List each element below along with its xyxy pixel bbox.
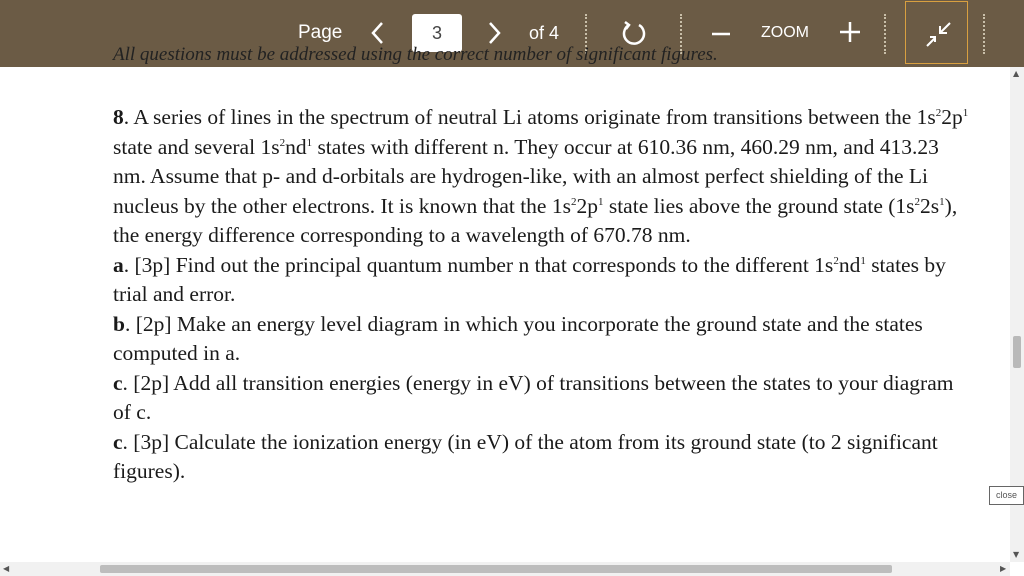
part-c2-text: . [3p] Calculate the ionization energy (in eV) of the atom from its ground state (to 2 significant figures). bbox=[113, 429, 938, 483]
question-text: states with different n. They occur at 610.36 nm, 460.29 nm, and 413.23 nm. Assume that p- and d-orbitals are hydrogen-like, with an almost perfect shielding of the Li nucleus by the other electrons. It is known that the 1s bbox=[113, 134, 939, 218]
part-c1-label: c bbox=[113, 370, 123, 395]
superscript: 1 bbox=[860, 254, 866, 267]
scroll-down-icon[interactable]: ▼ bbox=[1013, 550, 1020, 559]
question-text: 2s bbox=[920, 193, 940, 218]
part-c1-paragraph bbox=[113, 369, 973, 428]
toolbar-divider bbox=[884, 14, 886, 54]
part-a-text: nd bbox=[838, 252, 861, 277]
superscript: 1 bbox=[306, 136, 313, 149]
superscript: 1 bbox=[597, 195, 604, 208]
prev-page-button[interactable] bbox=[368, 19, 388, 47]
toolbar-divider bbox=[983, 14, 985, 54]
question-text: state and several 1s bbox=[113, 134, 280, 159]
vertical-scrollbar-thumb[interactable] bbox=[1013, 336, 1021, 368]
superscript: 2 bbox=[833, 254, 839, 267]
horizontal-scrollbar-thumb[interactable] bbox=[100, 565, 892, 573]
reload-button[interactable] bbox=[620, 19, 648, 47]
part-a-paragraph bbox=[113, 251, 973, 310]
partial-line-text: All questions must be addressed using the correct number of significant figures. bbox=[113, 44, 718, 65]
superscript: 1 bbox=[939, 195, 945, 208]
plus-icon bbox=[839, 21, 861, 43]
part-a-text: states by trial and error. bbox=[113, 252, 946, 306]
scroll-left-icon[interactable]: ◀ bbox=[3, 564, 10, 573]
collapse-button[interactable] bbox=[905, 1, 968, 64]
part-b-label: b bbox=[113, 311, 125, 336]
chevron-left-icon bbox=[368, 19, 388, 47]
superscript: 2 bbox=[935, 106, 942, 119]
zoom-out-button[interactable] bbox=[710, 22, 732, 44]
minus-icon bbox=[710, 22, 732, 44]
question-number: 8 bbox=[113, 105, 124, 129]
partial-text-line bbox=[113, 44, 773, 72]
part-c2-label: c bbox=[113, 429, 123, 454]
part-b-paragraph bbox=[113, 310, 973, 369]
question-text: 2p bbox=[941, 105, 963, 129]
scroll-right-icon[interactable]: ▶ bbox=[1000, 564, 1007, 573]
part-a-text: . [3p] Find out the principal quantum number n that corresponds to the different 1s bbox=[123, 252, 834, 277]
collapse-icon bbox=[906, 2, 967, 63]
document-content bbox=[113, 103, 973, 487]
scroll-up-icon[interactable]: ▲ bbox=[1013, 69, 1020, 78]
chevron-right-icon bbox=[484, 19, 504, 47]
part-c1-text: . [2p] Add all transition energies (energy in eV) of transitions between the states to your diagram of c. bbox=[113, 370, 954, 424]
zoom-label: ZOOM bbox=[761, 24, 809, 41]
question-text: ), the energy difference corresponding to a wavelength of 670.78 nm. bbox=[113, 193, 958, 247]
superscript: 2 bbox=[914, 195, 921, 208]
question-text: state lies above the ground state (1s bbox=[603, 193, 915, 218]
page-label: Page bbox=[298, 22, 343, 43]
next-page-button[interactable] bbox=[484, 19, 504, 47]
part-b-text: . [2p] Make an energy level diagram in which you incorporate the ground state and the states computed in a. bbox=[113, 311, 923, 365]
reload-icon bbox=[620, 19, 648, 47]
question-text: 2p bbox=[576, 193, 598, 218]
question-text: . A series of lines in the spectrum of neutral Li atoms originate from transitions between the 1s bbox=[123, 105, 936, 129]
zoom-in-button[interactable] bbox=[839, 21, 861, 43]
superscript: 2 bbox=[570, 195, 577, 208]
part-a-label: a bbox=[113, 252, 124, 277]
superscript: 2 bbox=[279, 136, 286, 149]
close-button[interactable]: close bbox=[989, 486, 1024, 505]
page-count-label: of 4 bbox=[529, 23, 560, 43]
part-c2-paragraph bbox=[113, 428, 973, 487]
superscript: 1 bbox=[962, 106, 969, 119]
question-8-paragraph bbox=[113, 103, 973, 251]
question-text: nd bbox=[285, 134, 307, 159]
